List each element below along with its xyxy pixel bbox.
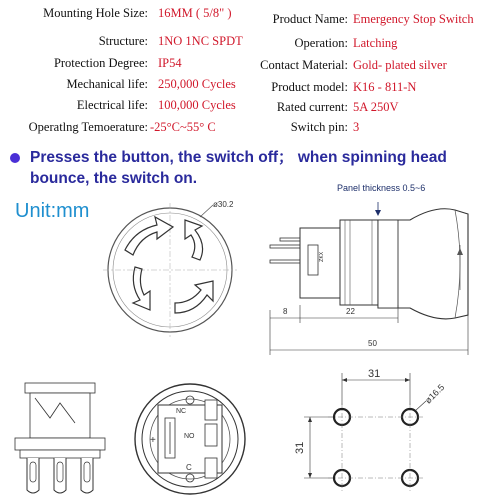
no-label: NO xyxy=(184,433,195,440)
dim-22-label: 22 xyxy=(346,307,355,316)
side-view-drawing xyxy=(260,190,500,365)
bullet-dot xyxy=(10,153,20,163)
switch-pin-value: 3 xyxy=(353,120,360,134)
mounting-hole-label: Mounting Hole Size: xyxy=(43,6,148,20)
dim-50-label: 50 xyxy=(368,339,377,348)
protection-label: Protection Degree: xyxy=(53,56,148,70)
bottom-view-drawing xyxy=(130,380,250,498)
mounting-hole-value: 16MM ( 5/8" ) xyxy=(158,6,232,20)
dim-8-label: 8 xyxy=(283,307,288,316)
switch-pin-label: Switch pin: xyxy=(290,120,348,134)
unit-label: Unit:mm xyxy=(15,200,90,222)
dim-31-top-label: 31 xyxy=(368,368,381,380)
electrical-label: Electrical life: xyxy=(76,98,148,112)
protection-value: IP54 xyxy=(158,56,182,70)
mechanical-value: 250,000 Cycles xyxy=(158,77,236,91)
svg-text:ZKX: ZKX xyxy=(319,251,325,262)
rated-value: 5A 250V xyxy=(353,100,399,114)
operation-label: Operation: xyxy=(294,36,348,50)
structure-value: 1NO 1NC SPDT xyxy=(158,34,243,48)
rated-label: Rated current: xyxy=(276,100,348,114)
structure-label: Structure: xyxy=(98,34,148,48)
electrical-value: 100,000 Cycles xyxy=(158,98,236,112)
dim-31-left-label: 31 xyxy=(294,441,306,454)
operating-temp-value: -25°C~55° C xyxy=(150,120,216,134)
contact-value: Gold- plated silver xyxy=(353,58,447,72)
operating-temp-label: Operatlng Temoerature: xyxy=(28,120,148,134)
nc-label: NC xyxy=(176,408,187,415)
model-value: K16 - 811-N xyxy=(353,80,417,94)
model-label: Product model: xyxy=(271,80,348,94)
product-name-label: Product Name: xyxy=(272,12,348,26)
front-view-drawing xyxy=(95,195,245,345)
product-name-value: Emergency Stop Switch xyxy=(353,12,474,26)
terminal-side-drawing xyxy=(5,378,120,500)
operation-value: Latching xyxy=(353,36,398,50)
panel-thickness-label: Panel thickness 0.5~6 xyxy=(337,183,426,193)
rotate-arrow-icon xyxy=(125,217,213,313)
contact-label: Contact Material: xyxy=(260,58,348,72)
c-label: C xyxy=(186,463,192,472)
operation-note: Presses the button, the switch off； when spinning head bounce, the switch on. xyxy=(30,149,447,187)
front-diameter-label: ø30.2 xyxy=(213,200,234,209)
mounting-pattern-drawing xyxy=(290,365,450,497)
mechanical-label: Mechanical life: xyxy=(66,77,148,91)
plus-label: + xyxy=(150,435,156,446)
hole-diameter-label: ø16.5 xyxy=(422,382,447,406)
